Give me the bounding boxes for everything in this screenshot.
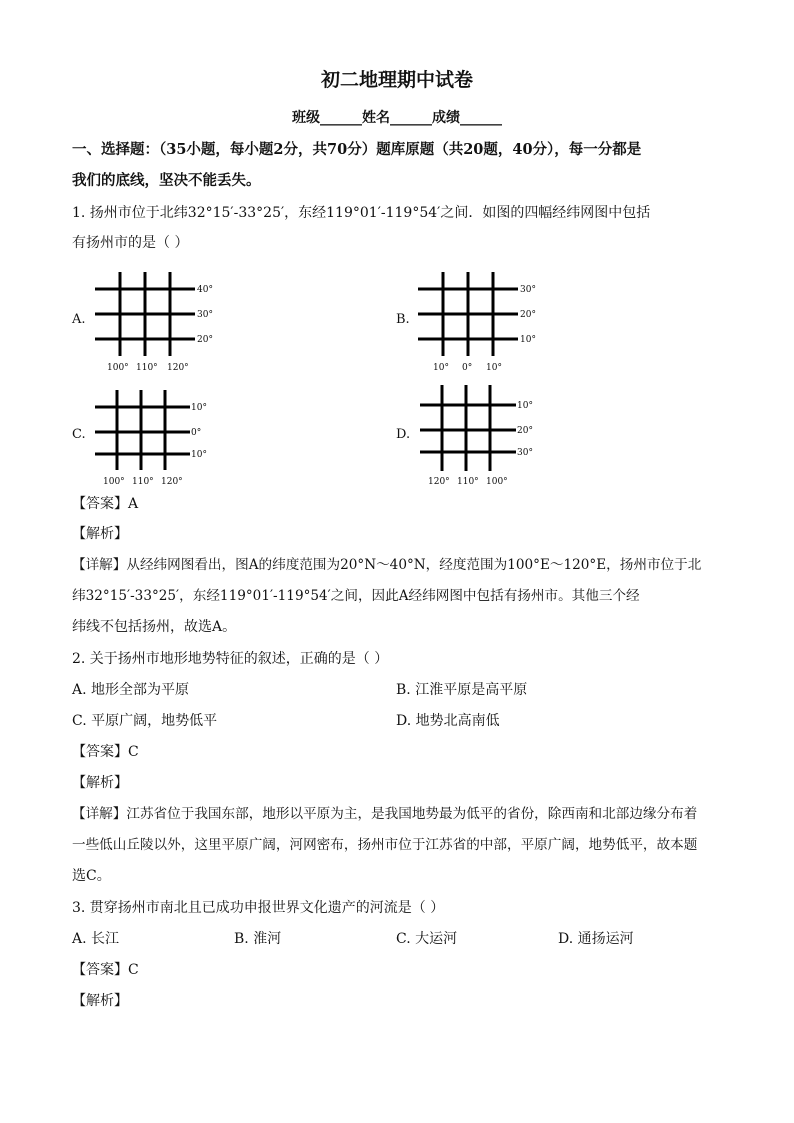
q1-option-c-grid bbox=[95, 390, 225, 495]
page-title: 初二地理期中试卷 bbox=[320, 69, 473, 91]
q1-d-lat-1: 10° bbox=[517, 401, 533, 411]
q1-b-lat-1: 30° bbox=[520, 285, 536, 295]
q1-analysis-heading: 【解析】 bbox=[72, 526, 128, 542]
section-heading-line-1: 一、选择题：（35小题，每小题2分，共70分）题库原题（共20题，40分），每一分都是 bbox=[72, 141, 642, 158]
q2-detail-line-1: 【详解】江苏省位于我国东部，地形以平原为主，是我国地势最为低平的省份，除西南和北部边缘分布着 bbox=[72, 806, 698, 822]
q2-answer: 【答案】C bbox=[72, 744, 139, 760]
q3-answer: 【答案】C bbox=[72, 962, 139, 978]
q3-option-a: A. 长江 bbox=[72, 931, 120, 947]
q3-option-c: C. 大运河 bbox=[396, 931, 458, 947]
q1-b-lon-1: 10° bbox=[433, 363, 449, 373]
q1-answer: 【答案】A bbox=[72, 496, 139, 512]
q2-option-a: A. 地形全部为平原 bbox=[72, 682, 190, 698]
q2-detail-line-3: 选C。 bbox=[72, 868, 111, 884]
q1-option-c-label: C. bbox=[72, 427, 86, 442]
section-heading-line-2: 我们的底线，坚决不能丢失。 bbox=[72, 172, 261, 189]
q1-d-lon-2: 110° bbox=[457, 477, 479, 487]
q1-option-a-grid bbox=[95, 272, 225, 377]
q1-a-lat-1: 40° bbox=[197, 285, 213, 295]
q1-a-lat-2: 30° bbox=[197, 310, 213, 320]
question-1-stem-line-1: 1. 扬州市位于北纬32°15′-33°25′，东经119°01′-119°54′之间．如图的四幅经纬网图中包括 bbox=[72, 205, 651, 221]
q1-option-d-label: D. bbox=[396, 427, 411, 442]
q1-c-lat-1: 10° bbox=[191, 403, 207, 413]
q1-a-lat-3: 20° bbox=[197, 335, 213, 345]
q1-option-b-grid bbox=[418, 272, 548, 377]
q2-detail-line-2: 一些低山丘陵以外，这里平原广阔，河网密布，扬州市位于江苏省的中部，平原广阔，地势低平，故本题 bbox=[72, 837, 698, 853]
q1-c-lat-2: 0° bbox=[191, 428, 202, 438]
q3-analysis-heading: 【解析】 bbox=[72, 993, 128, 1009]
q1-d-lon-3: 100° bbox=[486, 477, 508, 487]
q2-option-b: B. 江淮平原是高平原 bbox=[396, 682, 528, 698]
q1-detail-line-3: 纬线不包括扬州，故选A。 bbox=[72, 619, 237, 635]
q1-d-lat-2: 20° bbox=[517, 426, 533, 436]
q1-a-lon-2: 110° bbox=[136, 363, 158, 373]
q1-c-lon-2: 110° bbox=[132, 477, 154, 487]
q1-d-lat-3: 30° bbox=[517, 448, 533, 458]
q1-c-lon-1: 100° bbox=[103, 477, 125, 487]
student-info-line: 班级______姓名______成绩______ bbox=[292, 110, 502, 126]
q2-option-c: C. 平原广阔，地势低平 bbox=[72, 713, 218, 729]
q1-option-d-grid bbox=[420, 385, 550, 490]
q1-c-lat-3: 10° bbox=[191, 450, 207, 460]
q1-option-a-label: A. bbox=[72, 312, 86, 327]
q1-a-lon-1: 100° bbox=[107, 363, 129, 373]
q1-c-lon-3: 120° bbox=[161, 477, 183, 487]
q3-option-b: B. 淮河 bbox=[234, 931, 282, 947]
question-2-stem: 2. 关于扬州市地形地势特征的叙述，正确的是（ ） bbox=[72, 651, 389, 667]
q1-option-b-label: B. bbox=[396, 312, 410, 327]
q2-option-d: D. 地势北高南低 bbox=[396, 713, 500, 729]
q3-option-d: D. 通扬运河 bbox=[558, 931, 634, 947]
q1-b-lat-2: 20° bbox=[520, 310, 536, 320]
q1-detail-line-2: 纬32°15′-33°25′，东经119°01′-119°54′之间，因此A经纬网图中包括有扬州市。其他三个经 bbox=[72, 588, 640, 604]
q1-a-lon-3: 120° bbox=[167, 363, 189, 373]
q1-detail-line-1: 【详解】从经纬网图看出，图A的纬度范围为20°N～40°N，经度范围为100°E～120°E，扬州市位于北 bbox=[72, 557, 702, 573]
question-1-stem-line-2: 有扬州市的是（ ） bbox=[72, 235, 189, 251]
q1-b-lat-3: 10° bbox=[520, 335, 536, 345]
q2-analysis-heading: 【解析】 bbox=[72, 775, 128, 791]
q1-d-lon-1: 120° bbox=[428, 477, 450, 487]
q1-b-lon-2: 0° bbox=[462, 363, 473, 373]
question-3-stem: 3. 贯穿扬州市南北且已成功申报世界文化遗产的河流是（ ） bbox=[72, 900, 445, 916]
q1-b-lon-3: 10° bbox=[486, 363, 502, 373]
